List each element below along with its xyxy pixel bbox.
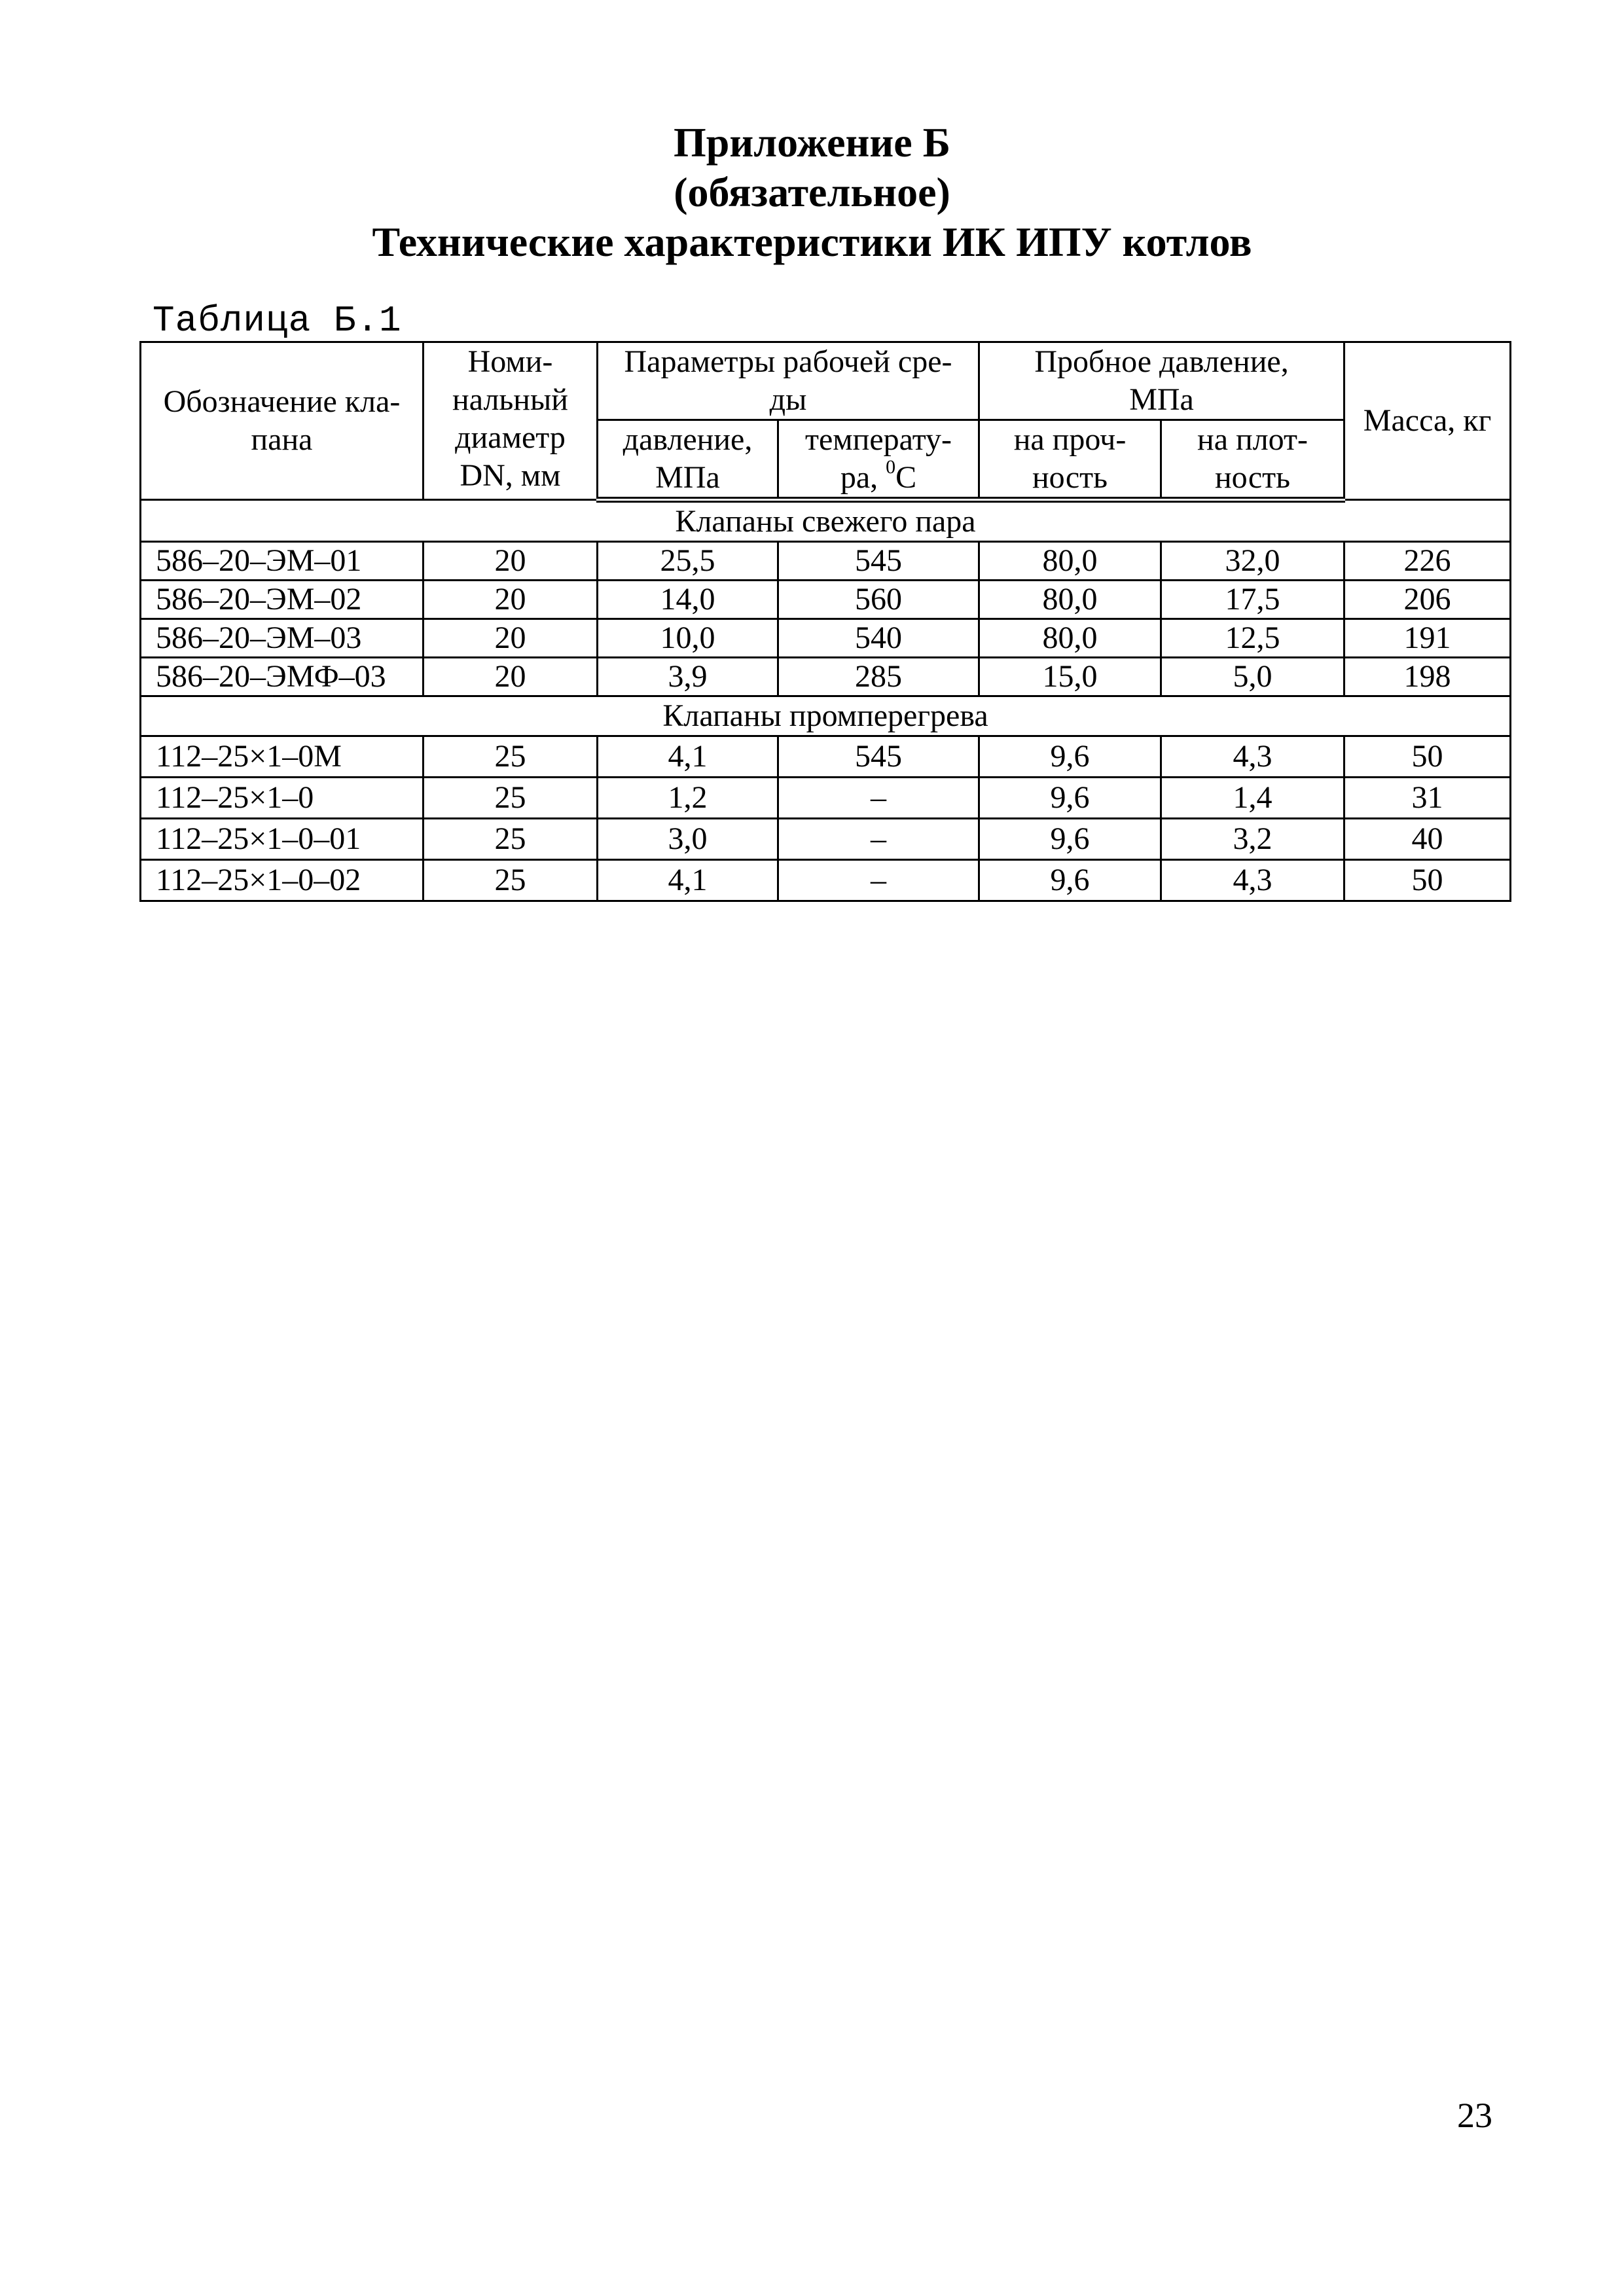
appendix-heading <box>0 118 1624 267</box>
cell-pressure: 3,9 <box>598 658 778 696</box>
cell-density: 5,0 <box>1161 658 1344 696</box>
cell-pressure: 3,0 <box>598 819 778 860</box>
cell-strength: 9,6 <box>979 778 1161 819</box>
cell-density: 3,2 <box>1161 819 1344 860</box>
cell-designation: 586–20–ЭМ–01 <box>141 542 424 581</box>
cell-mass: 226 <box>1344 542 1511 581</box>
cell-temperature: – <box>778 778 979 819</box>
cell-density: 4,3 <box>1161 736 1344 778</box>
cell-temperature: – <box>778 860 979 901</box>
cell-strength: 80,0 <box>979 581 1161 619</box>
table-row <box>141 542 1511 581</box>
cell-temperature: 540 <box>778 619 979 658</box>
cell-density: 32,0 <box>1161 542 1344 581</box>
cell-nominal-diameter: 20 <box>424 619 598 658</box>
group-title: Клапаны свежего пара <box>141 500 1511 542</box>
cell-mass: 198 <box>1344 658 1511 696</box>
cell-density: 12,5 <box>1161 619 1344 658</box>
cell-designation: 112–25×1–0–01 <box>141 819 424 860</box>
cell-pressure: 1,2 <box>598 778 778 819</box>
cell-density: 4,3 <box>1161 860 1344 901</box>
cell-designation: 112–25×1–0М <box>141 736 424 778</box>
cell-mass: 50 <box>1344 736 1511 778</box>
appendix-title: Приложение Б <box>674 119 950 166</box>
header-mass: Масса, кг <box>1344 342 1511 500</box>
cell-nominal-diameter: 25 <box>424 778 598 819</box>
cell-temperature: 285 <box>778 658 979 696</box>
table-caption: Таблица Б.1 <box>153 300 402 342</box>
cell-nominal-diameter: 20 <box>424 658 598 696</box>
cell-pressure: 10,0 <box>598 619 778 658</box>
cell-pressure: 4,1 <box>598 860 778 901</box>
cell-mass: 191 <box>1344 619 1511 658</box>
cell-pressure: 14,0 <box>598 581 778 619</box>
cell-designation: 586–20–ЭМ–03 <box>141 619 424 658</box>
cell-nominal-diameter: 25 <box>424 819 598 860</box>
table-row <box>141 736 1511 778</box>
cell-density: 1,4 <box>1161 778 1344 819</box>
cell-designation: 586–20–ЭМ–02 <box>141 581 424 619</box>
cell-strength: 80,0 <box>979 542 1161 581</box>
cell-temperature: 545 <box>778 542 979 581</box>
header-nominal-diameter: Номи- нальный диаметр DN, мм <box>424 342 598 500</box>
header-test-pressure: Пробное давление, МПа <box>979 342 1344 420</box>
cell-temperature: – <box>778 819 979 860</box>
valve-spec-table <box>139 341 1511 902</box>
cell-nominal-diameter: 25 <box>424 736 598 778</box>
header-strength: на проч- ность <box>979 420 1161 500</box>
cell-temperature: 560 <box>778 581 979 619</box>
table-row <box>141 778 1511 819</box>
cell-mass: 50 <box>1344 860 1511 901</box>
cell-nominal-diameter: 20 <box>424 581 598 619</box>
cell-mass: 40 <box>1344 819 1511 860</box>
cell-mass: 31 <box>1344 778 1511 819</box>
table-row <box>141 860 1511 901</box>
cell-pressure: 4,1 <box>598 736 778 778</box>
cell-designation: 112–25×1–0–02 <box>141 860 424 901</box>
cell-strength: 9,6 <box>979 819 1161 860</box>
cell-designation: 586–20–ЭМФ–03 <box>141 658 424 696</box>
table-row <box>141 658 1511 696</box>
appendix-subject: Технические характеристики ИК ИПУ котлов <box>372 219 1252 265</box>
appendix-status: (обязательное) <box>674 169 950 215</box>
cell-mass: 206 <box>1344 581 1511 619</box>
cell-strength: 15,0 <box>979 658 1161 696</box>
cell-pressure: 25,5 <box>598 542 778 581</box>
header-density: на плот- ность <box>1161 420 1344 500</box>
cell-strength: 9,6 <box>979 736 1161 778</box>
cell-density: 17,5 <box>1161 581 1344 619</box>
group-title: Клапаны промперегрева <box>141 696 1511 736</box>
cell-strength: 9,6 <box>979 860 1161 901</box>
cell-designation: 112–25×1–0 <box>141 778 424 819</box>
page-number: 23 <box>1457 2096 1492 2135</box>
table-row <box>141 619 1511 658</box>
cell-nominal-diameter: 25 <box>424 860 598 901</box>
table-row <box>141 819 1511 860</box>
header-temperature: температу- ра, $^0$C <box>778 420 979 500</box>
cell-strength: 80,0 <box>979 619 1161 658</box>
table-row <box>141 581 1511 619</box>
header-working-params: Параметры рабочей сре- ды <box>598 342 979 420</box>
cell-temperature: 545 <box>778 736 979 778</box>
header-designation: Обозначение кла- пана <box>141 342 424 500</box>
cell-nominal-diameter: 20 <box>424 542 598 581</box>
header-pressure: давление, МПа <box>598 420 778 500</box>
